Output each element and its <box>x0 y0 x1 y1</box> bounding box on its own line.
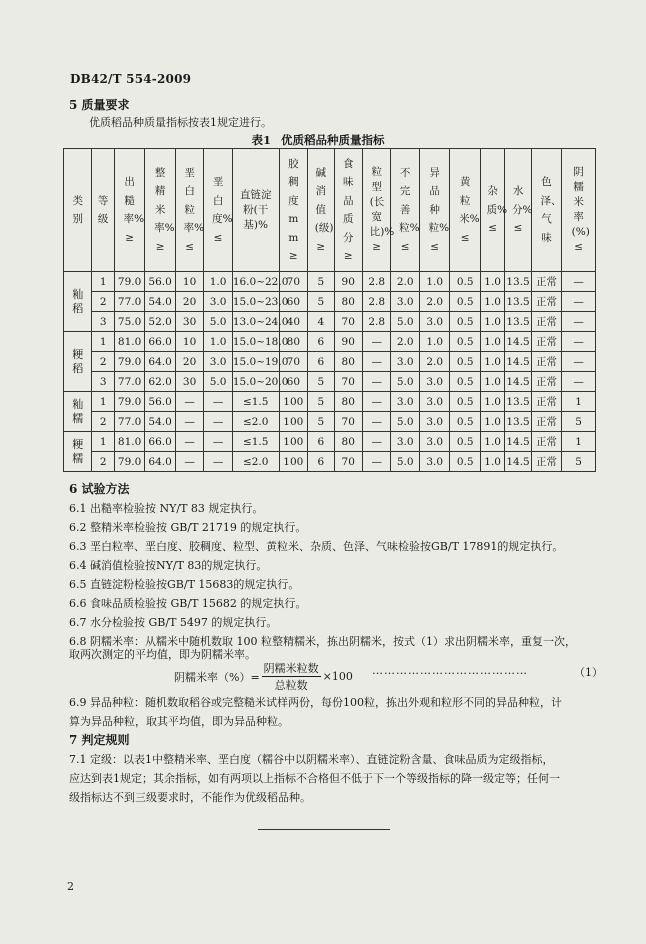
table-row <box>64 332 596 352</box>
table-row <box>64 312 596 332</box>
table-cell: 90 <box>334 272 362 292</box>
table-cell: 5 <box>308 372 334 392</box>
section-5-title: 5 质量要求 <box>69 98 130 112</box>
section-7-text: 7.1 定级：以表1中整精米率、垩白度（糯谷中以阴糯米率）、直链淀粉含量、食味品质为定级指标， <box>69 753 554 766</box>
header-cell: 粒型(长宽比)%≥ <box>362 149 390 272</box>
table-row <box>64 352 596 372</box>
table-cell: 70 <box>334 312 362 332</box>
header-cell: 整精米率%≥ <box>145 149 176 272</box>
table-cell: 0.5 <box>450 352 481 372</box>
table-cell: 5 <box>562 452 596 472</box>
section-6-item: 6.7 水分检验按 GB/T 5497 的规定执行。 <box>69 616 278 629</box>
table-cell: 2 <box>92 412 114 432</box>
table-cell: 5.0 <box>204 312 232 332</box>
table-cell: 0.5 <box>450 292 481 312</box>
table-cell: 3.0 <box>419 412 450 432</box>
table-cell: 100 <box>279 412 307 432</box>
table-cell: — <box>175 392 203 412</box>
table-cell: 56.0 <box>145 392 176 412</box>
table-row <box>64 452 596 472</box>
table-cell: 54.0 <box>145 292 176 312</box>
section-6-item-8: 6.8 阴糯米率：从糯米中随机数取 100 粒整精糯米，拣出阴糯米，按式（1）求出阴糯米率，重复一次， <box>69 635 576 648</box>
table-cell: 56.0 <box>145 272 176 292</box>
table-cell: 1.0 <box>204 272 232 292</box>
table-cell: 1 <box>92 392 114 412</box>
table-cell: 1.0 <box>480 352 504 372</box>
table-cell: 1.0 <box>480 392 504 412</box>
table-cell: 54.0 <box>145 412 176 432</box>
section-6-item: 6.2 整精米率检验按 GB/T 21719 的规定执行。 <box>69 521 307 534</box>
table-cell: 3.0 <box>419 312 450 332</box>
table-cell: 正常 <box>531 392 562 412</box>
table-cell: ≤2.0 <box>232 452 279 472</box>
document-code: DB42/T 554-2009 <box>70 72 192 86</box>
section-6-title: 6 试验方法 <box>69 482 130 496</box>
table-cell: 5 <box>562 412 596 432</box>
table-cell: 0.5 <box>450 332 481 352</box>
table-cell: 3.0 <box>204 292 232 312</box>
table-cell: 70 <box>334 372 362 392</box>
header-cell: 垩白粒率%≤ <box>175 149 203 272</box>
header-cell: 直链淀粉(干基)% <box>232 149 279 272</box>
quality-table <box>63 148 596 472</box>
table-cell: 14.5 <box>505 352 531 372</box>
table-cell: 6 <box>308 452 334 472</box>
formula-lhs: 阴糯米率（%）= <box>174 670 260 684</box>
page-number: 2 <box>67 880 74 893</box>
table-cell: 13.5 <box>505 392 531 412</box>
table-cell: 66.0 <box>145 432 176 452</box>
table-cell: 14.5 <box>505 452 531 472</box>
table-cell: ≤1.5 <box>232 392 279 412</box>
table-cell: 3.0 <box>391 292 419 312</box>
header-cell: 胶稠度mm≥ <box>279 149 307 272</box>
table-cell: 2.0 <box>391 332 419 352</box>
table-cell: 10 <box>175 272 203 292</box>
formula-rhs: ×100 <box>322 670 353 683</box>
section-6-item: 6.6 食味品质检验按 GB/T 15682 的规定执行。 <box>69 597 307 610</box>
table-cell: 77.0 <box>114 292 145 312</box>
table-cell: 79.0 <box>114 392 145 412</box>
table-cell: 1 <box>92 332 114 352</box>
header-cell: 水分%≤ <box>505 149 531 272</box>
table-cell: 20 <box>175 352 203 372</box>
formula-numerator: 阴糯米粒数 <box>263 662 319 675</box>
table-cell: 1.0 <box>419 332 450 352</box>
table-cell: 4 <box>308 312 334 332</box>
table-cell: 6 <box>308 332 334 352</box>
table-cell: — <box>562 332 596 352</box>
table-cell: 3 <box>92 372 114 392</box>
table-cell: 66.0 <box>145 332 176 352</box>
table-cell: — <box>362 452 390 472</box>
table-cell: 正常 <box>531 432 562 452</box>
header-cell: 等级 <box>92 149 114 272</box>
table-cell: — <box>204 452 232 472</box>
table-cell: 2.8 <box>362 272 390 292</box>
formula <box>174 660 353 693</box>
header-cell: 阴糯米率(%)≤ <box>562 149 596 272</box>
group-cell: 粳糯 <box>64 432 92 472</box>
table-cell: 2 <box>92 352 114 372</box>
table-cell: 13.5 <box>505 312 531 332</box>
table-cell: 90 <box>334 332 362 352</box>
table-cell: 3.0 <box>419 392 450 412</box>
table-cell: 1 <box>92 272 114 292</box>
table-cell: 1.0 <box>480 412 504 432</box>
table-cell: 0.5 <box>450 432 481 452</box>
table-cell: 15.0~20.0 <box>232 372 279 392</box>
table-cell: — <box>562 352 596 372</box>
table-cell: — <box>204 392 232 412</box>
table-cell: 15.0~19.0 <box>232 352 279 372</box>
table-cell: 80 <box>334 392 362 412</box>
table-caption <box>0 132 646 148</box>
table-cell: 100 <box>279 432 307 452</box>
table-cell: 14.5 <box>505 372 531 392</box>
table-cell: — <box>175 432 203 452</box>
table-cell: ≤2.0 <box>232 412 279 432</box>
table-cell: 40 <box>279 312 307 332</box>
header-cell: 出糙率%≥ <box>114 149 145 272</box>
table-cell: 正常 <box>531 292 562 312</box>
group-cell: 粳稻 <box>64 332 92 392</box>
table-cell: 1 <box>562 432 596 452</box>
table-header-row <box>64 149 596 272</box>
table-cell: 0.5 <box>450 272 481 292</box>
header-cell: 异品种粒%≤ <box>419 149 450 272</box>
table-cell: 2 <box>92 292 114 312</box>
table-cell: 正常 <box>531 452 562 472</box>
table-cell: — <box>562 372 596 392</box>
table-cell: 2 <box>92 452 114 472</box>
table-cell: 14.5 <box>505 432 531 452</box>
table-cell: — <box>562 292 596 312</box>
table-cell: 13.5 <box>505 412 531 432</box>
table-cell: 5 <box>308 292 334 312</box>
section-6-item: 6.5 直链淀粉检验按GB/T 15683的规定执行。 <box>69 578 300 591</box>
table-cell: ≤1.5 <box>232 432 279 452</box>
table-cell: — <box>562 272 596 292</box>
table-cell: 15.0~18.0 <box>232 332 279 352</box>
table-number: 表1 <box>251 133 271 147</box>
table-cell: 16.0~22.0 <box>232 272 279 292</box>
table-cell: 3.0 <box>419 432 450 452</box>
section-7-text: 级指标达不到三级要求时，不能作为优级稻品种。 <box>69 791 311 804</box>
table-title: 优质稻品种质量指标 <box>281 133 385 147</box>
section-6-item-9-cont: 算为异品种粒，取其平均值，即为异品种粒。 <box>69 715 289 728</box>
table-cell: 30 <box>175 372 203 392</box>
table-cell: 100 <box>279 452 307 472</box>
table-cell: 1.0 <box>480 432 504 452</box>
table-cell: 77.0 <box>114 412 145 432</box>
table-cell: 正常 <box>531 272 562 292</box>
table-cell: 5.0 <box>204 372 232 392</box>
table-cell: 64.0 <box>145 452 176 472</box>
section-6-item: 6.3 垩白粒率、垩白度、胶稠度、粒型、黄粒米、杂质、色泽、气味检验按GB/T 17891的规定执行。 <box>69 540 564 553</box>
table-cell: 1.0 <box>419 272 450 292</box>
table-cell: 100 <box>279 392 307 412</box>
table-cell: 2.0 <box>419 292 450 312</box>
table-row <box>64 432 596 452</box>
table-cell: 0.5 <box>450 412 481 432</box>
table-cell: 70 <box>334 412 362 432</box>
table-cell: 5 <box>308 392 334 412</box>
table-cell: 1.0 <box>480 372 504 392</box>
table-cell: 75.0 <box>114 312 145 332</box>
table-cell: 13.0~24.0 <box>232 312 279 332</box>
table-cell: 70 <box>279 352 307 372</box>
table-cell: 60 <box>279 372 307 392</box>
table-cell: 30 <box>175 312 203 332</box>
section-6-item-8-cont: 取两次测定的平均值，即为阴糯米率。 <box>69 648 256 661</box>
section-6-item: 6.4 碱消值检验按NY/T 83的规定执行。 <box>69 559 268 572</box>
table-cell: 1.0 <box>480 452 504 472</box>
table-cell: 0.5 <box>450 372 481 392</box>
header-cell: 食味品质分≥ <box>334 149 362 272</box>
header-cell: 碱消值(级)≥ <box>308 149 334 272</box>
section-5-intro: 优质稻品种质量指标按表1规定进行。 <box>89 116 272 129</box>
table-cell: 64.0 <box>145 352 176 372</box>
table-cell: 81.0 <box>114 432 145 452</box>
table-cell: 80 <box>334 352 362 372</box>
table-cell: 正常 <box>531 332 562 352</box>
formula-fraction <box>262 660 321 693</box>
table-cell: 3.0 <box>391 352 419 372</box>
table-cell: 70 <box>334 452 362 472</box>
table-cell: 1 <box>92 432 114 452</box>
table-cell: 80 <box>334 292 362 312</box>
table-cell: 正常 <box>531 352 562 372</box>
table-cell: 5.0 <box>391 312 419 332</box>
table-cell: 2.0 <box>391 272 419 292</box>
group-cell: 籼稻 <box>64 272 92 332</box>
section-6-item-9: 6.9 异品种粒：随机数取稻谷或完整糙米试样两份，每份100粒，拣出外观和粒形不同的异品种粒，计 <box>69 696 562 709</box>
table-cell: 3.0 <box>204 352 232 372</box>
table-cell: — <box>175 452 203 472</box>
table-cell: 1.0 <box>204 332 232 352</box>
table-cell: — <box>362 352 390 372</box>
formula-number: （1） <box>574 666 603 679</box>
table-cell: 13.5 <box>505 292 531 312</box>
table-cell: 10 <box>175 332 203 352</box>
table-row <box>64 372 596 392</box>
table-cell: 79.0 <box>114 352 145 372</box>
table-cell: 0.5 <box>450 312 481 332</box>
table-cell: 3.0 <box>419 372 450 392</box>
table-cell: — <box>204 412 232 432</box>
table-row <box>64 412 596 432</box>
table-cell: 15.0~23.0 <box>232 292 279 312</box>
table-cell: 81.0 <box>114 332 145 352</box>
section-7-title: 7 判定规则 <box>69 733 130 747</box>
table-cell: 5 <box>308 272 334 292</box>
table-cell: 3.0 <box>391 432 419 452</box>
table-cell: — <box>362 372 390 392</box>
table-row <box>64 292 596 312</box>
header-cell: 色泽、气味 <box>531 149 562 272</box>
table-cell: 80 <box>334 432 362 452</box>
table-cell: 5.0 <box>391 372 419 392</box>
end-rule <box>258 829 390 830</box>
table-cell: 1 <box>562 392 596 412</box>
table-cell: 80 <box>279 332 307 352</box>
header-cell: 黄粒米%≤ <box>450 149 481 272</box>
table-cell: 3.0 <box>419 452 450 472</box>
table-cell: 3 <box>92 312 114 332</box>
table-cell: — <box>175 412 203 432</box>
table-cell: 79.0 <box>114 452 145 472</box>
table-cell: 3.0 <box>391 392 419 412</box>
table-cell: — <box>204 432 232 452</box>
table-cell: 6 <box>308 352 334 372</box>
table-cell: 70 <box>279 272 307 292</box>
table-cell: 62.0 <box>145 372 176 392</box>
table-cell: 2.8 <box>362 292 390 312</box>
table-row <box>64 392 596 412</box>
table-cell: 5.0 <box>391 452 419 472</box>
table-cell: 1.0 <box>480 332 504 352</box>
table-cell: 60 <box>279 292 307 312</box>
table-cell: 79.0 <box>114 272 145 292</box>
group-cell: 籼糯 <box>64 392 92 432</box>
table-cell: — <box>362 332 390 352</box>
table-cell: 5 <box>308 412 334 432</box>
header-cell: 杂质%≤ <box>480 149 504 272</box>
table-cell: 2.0 <box>419 352 450 372</box>
table-cell: 正常 <box>531 412 562 432</box>
header-cell: 不完善粒%≤ <box>391 149 419 272</box>
table-cell: 0.5 <box>450 392 481 412</box>
table-cell: 1.0 <box>480 272 504 292</box>
header-cell: 类别 <box>64 149 92 272</box>
table-cell: 1.0 <box>480 292 504 312</box>
formula-leader-dots: ………………………………… <box>372 664 528 677</box>
table-cell: 20 <box>175 292 203 312</box>
table-cell: 52.0 <box>145 312 176 332</box>
header-cell: 垩白度%≤ <box>204 149 232 272</box>
table-cell: — <box>362 412 390 432</box>
table-cell: 正常 <box>531 372 562 392</box>
table-cell: 正常 <box>531 312 562 332</box>
table-cell: 13.5 <box>505 272 531 292</box>
table-cell: 6 <box>308 432 334 452</box>
table-cell: — <box>562 312 596 332</box>
table-row <box>64 272 596 292</box>
table-cell: 0.5 <box>450 452 481 472</box>
section-6-item: 6.1 出糙率检验按 NY/T 83 规定执行。 <box>69 502 264 515</box>
table-cell: 5.0 <box>391 412 419 432</box>
table-cell: 1.0 <box>480 312 504 332</box>
table-cell: 77.0 <box>114 372 145 392</box>
table-cell: 2.8 <box>362 312 390 332</box>
table-cell: — <box>362 392 390 412</box>
formula-denominator: 总粒数 <box>274 679 308 692</box>
table-cell: 14.5 <box>505 332 531 352</box>
section-7-text: 应达到表1规定；其余指标，如有两项以上指标不合格但不低于下一个等级指标的降一级定等；任何一 <box>69 772 560 785</box>
table-cell: — <box>362 432 390 452</box>
